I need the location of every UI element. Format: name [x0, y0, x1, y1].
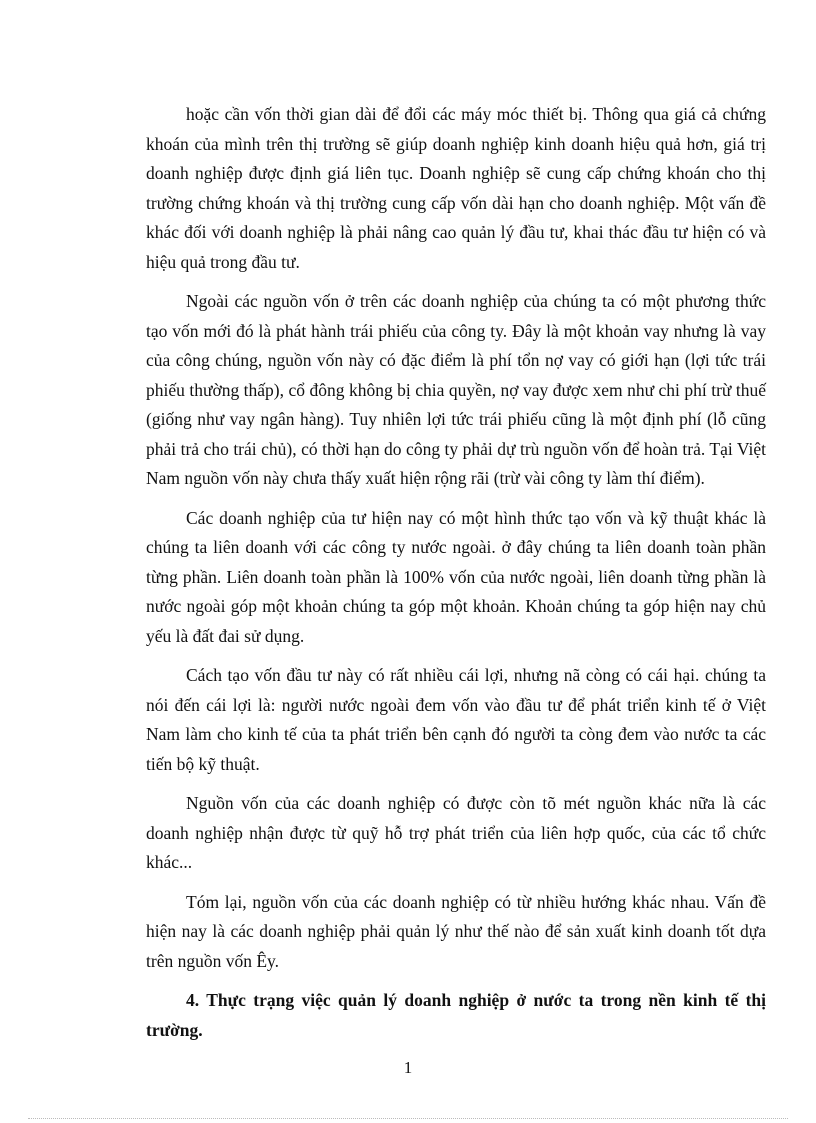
page-bottom-divider [28, 1118, 788, 1119]
paragraph: Cách tạo vốn đầu tư này có rất nhiều cái lợi, nhưng nã còng có cái hại. chúng ta nói đến cái lợi là: người nước ngoài đem vốn vào đầu tư để phát triển kinh tế ở Việt Nam làm cho kinh tế của ta phát triển bên cạnh đó người ta còng đem vào nước ta các tiến bộ kỹ thuật. [146, 665, 766, 774]
paragraph: Tóm lại, nguồn vốn của các doanh nghiệp có từ nhiều hướng khác nhau. Vấn đề hiện nay là các doanh nghiệp phải quản lý như thế nào để sản xuất kinh doanh tốt dựa trên nguồn vốn Êy. [146, 891, 766, 971]
page-number: 1 [403, 1058, 413, 1077]
paragraph: Các doanh nghiệp của tư hiện nay có một hình thức tạo vốn và kỹ thuật khác là chúng ta liên doanh với các công ty nước ngoài. ở đây chúng ta liên doanh toàn phần từng phần. Liên doanh toàn phần là 100% vốn của nước ngoài, liên doanh từng phần là nước ngoài góp một khoản chúng ta góp một khoản. Khoản chúng ta góp hiện nay chủ yếu là đất đai sử dụng. [146, 507, 766, 646]
paragraph: hoặc cần vốn thời gian dài để đổi các máy móc thiết bị. Thông qua giá cả chứng khoán của mình trên thị trường sẽ giúp doanh nghiệp kinh doanh hiệu quả hơn, giá trị doanh nghiệp được định giá liên tục. Doanh nghiệp sẽ cung cấp chứng khoán cho thị trường chứng khoán và thị trường cung cấp vốn dài hạn cho doanh nghiệp. Một vấn đề khác đối với doanh nghiệp là phải nâng cao quản lý đầu tư, khai thác đầu tư hiện có và hiệu quả trong đầu tư. [146, 104, 766, 272]
paragraph: Ngoài các nguồn vốn ở trên các doanh nghiệp của chúng ta có một phương thức tạo vốn mới đó là phát hành trái phiếu của công ty. Đây là một khoản vay nhưng là vay của công chúng, nguồn vốn này có đặc điểm là phí tổn nợ vay có giới hạn (lợi tức trái phiếu thường thấp), cổ đông không bị chia quyền, nợ vay được xem như chi phí trừ thuế (giống như vay ngân hàng). Tuy nhiên lợi tức trái phiếu cũng là một định phí (lỗ cũng phải trả cho trái chủ), có thời hạn do công ty phải dự trù nguồn vốn để hoàn trả. Tại Việt Nam nguồn vốn này chưa thấy xuất hiện rộng rãi (trừ vài công ty làm thí điểm). [146, 291, 766, 488]
section-heading: 4. Thực trạng việc quản lý doanh nghiệp ở nước ta trong nền kinh tế thị trường. [146, 990, 766, 1040]
paragraph: Nguồn vốn của các doanh nghiệp có được còn tõ mét nguồn khác nữa là các doanh nghiệp nhận được từ quỹ hỗ trợ phát triển của liên hợp quốc, của các tổ chức khác... [146, 793, 766, 872]
document-body [146, 100, 766, 1045]
